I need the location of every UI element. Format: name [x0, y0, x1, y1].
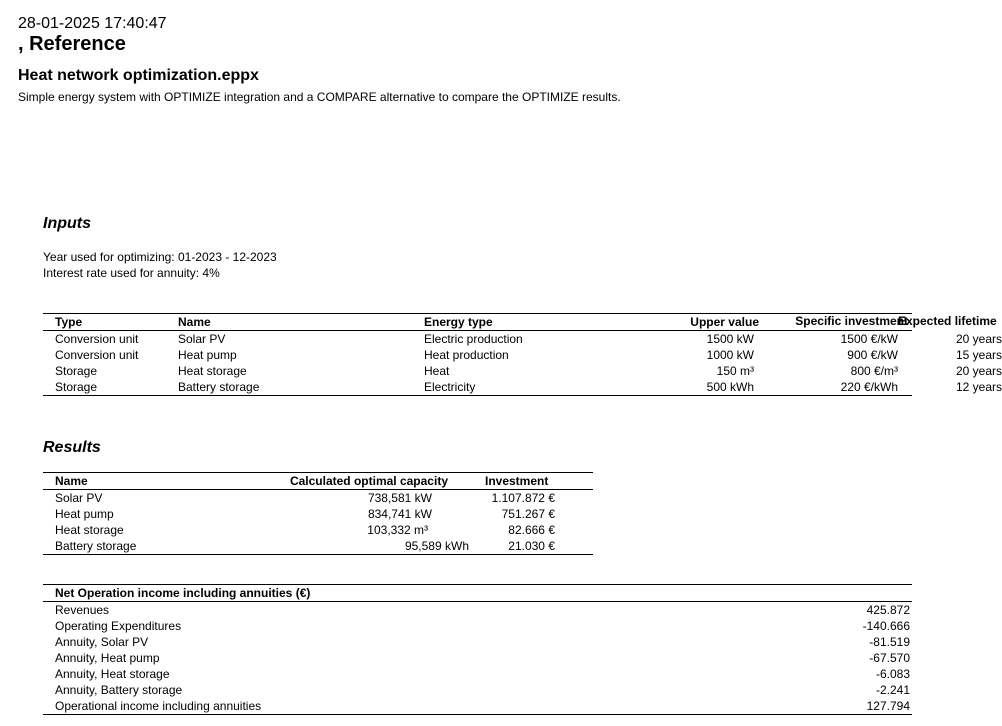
inputs-table: [43, 313, 1002, 396]
file-name: Heat network optimization.eppx: [18, 67, 259, 84]
column-header-name: Name: [178, 314, 424, 331]
table-row: Annuity, Battery storage -2.241: [55, 682, 910, 697]
report-timestamp: 28-01-2025 17:40:47: [18, 15, 167, 32]
column-header-specific-investment: Specific investment Expected lifetime: [770, 314, 912, 331]
table-row: Conversion unit Heat pump Heat production 1000 kW 900 €/kW 15 years: [55, 347, 1002, 362]
column-header-energy-type: Energy type: [424, 314, 574, 331]
file-description: Simple energy system with OPTIMIZE integration and a COMPARE alternative to compare the OPTIMIZE results.: [18, 90, 621, 104]
interest-rate-line: Interest rate used for annuity: 4%: [43, 266, 220, 280]
table-row: Annuity, Heat pump -67.570: [55, 650, 910, 665]
table-row: Operational income including annuities 127.794: [43, 698, 912, 715]
column-header-expected-lifetime: Expected lifetime: [898, 314, 997, 328]
table-row: Heat storage 103,332 m³ 82.666 €: [55, 522, 555, 537]
table-row: Solar PV 738,581 kW 1.107.872 €: [55, 490, 555, 505]
table-row: Battery storage 95,589 kWh 21.030 €: [43, 538, 593, 555]
results-table-header: [43, 473, 593, 490]
table-row: Storage Battery storage Electricity 500 kWh 220 €/kWh 12 years: [43, 379, 912, 396]
column-header-optimal-capacity: Calculated optimal capacity: [255, 473, 430, 490]
column-header-upper-value: Upper value: [574, 314, 770, 331]
table-row: Annuity, Heat storage -6.083: [55, 666, 910, 681]
optimization-year-line: Year used for optimizing: 01-2023 - 12-2023: [43, 250, 277, 264]
table-row: Revenues 425.872: [55, 602, 910, 617]
table-row: Operating Expenditures -140.666: [55, 618, 910, 633]
net-income-title: Net Operation income including annuities (€): [55, 585, 912, 602]
column-header-type: Type: [55, 314, 178, 331]
column-header-investment: Investment: [430, 473, 593, 490]
report-title: , Reference: [18, 33, 126, 55]
net-income-header: [43, 585, 912, 602]
results-section-title: Results: [43, 439, 101, 456]
table-row: Heat pump 834,741 kW 751.267 €: [55, 506, 555, 521]
table-row: Storage Heat storage Heat 150 m³ 800 €/m³ 20 years: [55, 363, 1002, 378]
column-header-name: Name: [55, 473, 255, 490]
inputs-section-title: Inputs: [43, 215, 91, 232]
table-row: Conversion unit Solar PV Electric production 1500 kW 1500 €/kW 20 years: [55, 331, 1002, 346]
table-row: Annuity, Solar PV -81.519: [55, 634, 910, 649]
inputs-table-header: [43, 314, 912, 331]
net-income-table: [43, 584, 912, 715]
results-table: [43, 472, 593, 555]
